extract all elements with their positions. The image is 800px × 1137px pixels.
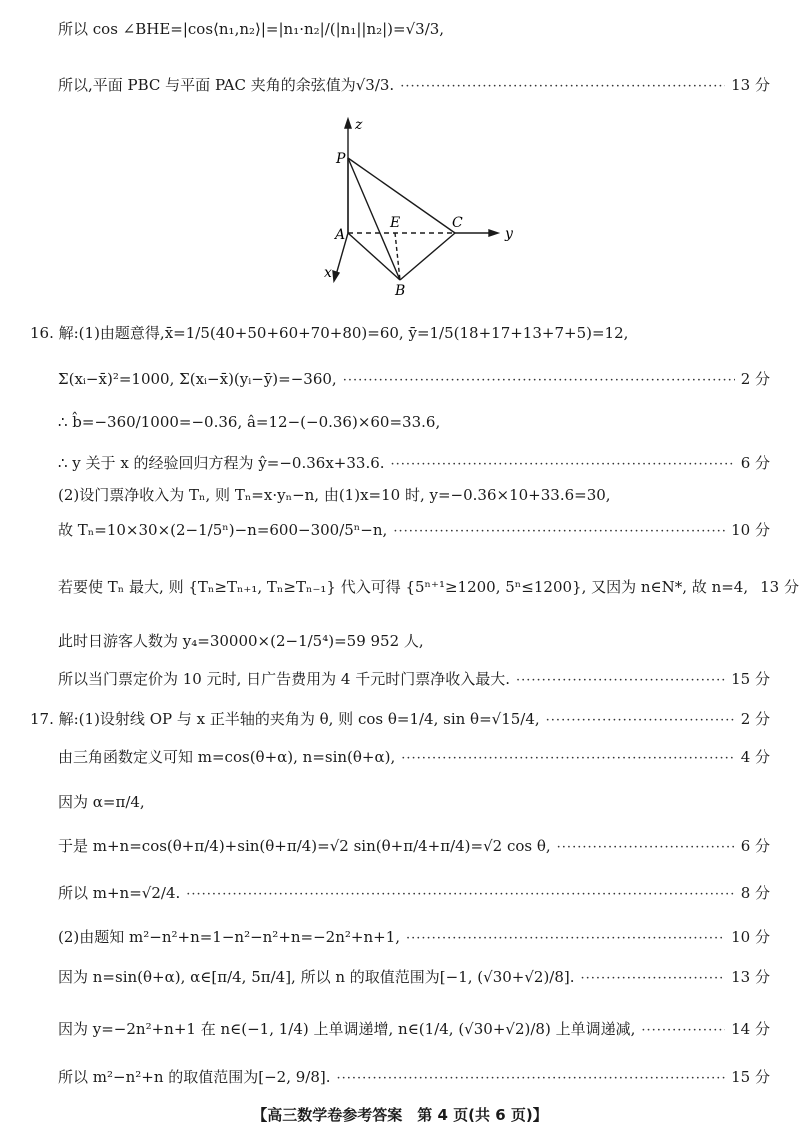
line-text: 所以 cos ∠BHE=|cos⟨n₁,n₂⟩|=|n₁·n₂|/(|n₁||n₂|)=√3/3, bbox=[58, 20, 445, 38]
dot-leader bbox=[400, 79, 725, 94]
line-text: 所以当门票定价为 10 元时, 日广告费用为 4 千元时门票净收入最大. bbox=[58, 670, 511, 688]
line-text: 若要使 Tₙ 最大, 则 {Tₙ≥Tₙ₊₁, Tₙ≥Tₙ₋₁} 代入可得 {5ⁿ⁺¹≥1200, 5ⁿ≤1200}, 又因为 n∈N*, 故 n=4, bbox=[58, 578, 749, 596]
score: 6 分 bbox=[740, 454, 770, 472]
line-text: 17. 解:(1)设射线 OP 与 x 正半轴的夹角为 θ, 则 cos θ=1/4, sin θ=√15/4, bbox=[30, 710, 540, 728]
line-9 bbox=[58, 630, 770, 651]
line-5 bbox=[58, 452, 770, 473]
dot-leader bbox=[401, 751, 734, 766]
line-text: ∴ b̂=−360/1000=−0.36, â=12−(−0.36)×60=33.6, bbox=[58, 413, 441, 431]
dot-leader bbox=[393, 524, 725, 539]
line-text: 所以,平面 PBC 与平面 PAC 夹角的余弦值为√3/3. bbox=[58, 76, 395, 94]
line-text: 由三角函数定义可知 m=cos(θ+α), n=sin(θ+α), bbox=[58, 748, 396, 766]
line-3 bbox=[58, 368, 770, 389]
dot-leader bbox=[391, 457, 735, 472]
line-10 bbox=[58, 668, 770, 689]
dot-leader bbox=[516, 673, 725, 688]
score: 6 分 bbox=[740, 837, 770, 855]
dot-leader bbox=[546, 713, 735, 728]
score: 13 分 bbox=[731, 76, 770, 94]
score: 10 分 bbox=[731, 928, 770, 946]
score: 13 分 bbox=[731, 968, 770, 986]
line-19 bbox=[58, 1066, 770, 1087]
score: 15 分 bbox=[731, 670, 770, 688]
label-B: B bbox=[395, 283, 406, 299]
line-text: 因为 y=−2n²+n+1 在 n∈(−1, 1/4) 上单调递增, n∈(1/4, (√30+√2)/8) 上单调递减, bbox=[58, 1020, 636, 1038]
score: 13 分 bbox=[760, 578, 799, 596]
dot-leader bbox=[581, 971, 726, 986]
score: 2 分 bbox=[740, 710, 770, 728]
score: 15 分 bbox=[731, 1068, 770, 1086]
line-text: 故 Tₙ=10×30×(2−1/5ⁿ)−n=600−300/5ⁿ−n, bbox=[58, 521, 388, 539]
geometry-figure bbox=[310, 115, 530, 300]
score: 2 分 bbox=[740, 370, 770, 388]
line-16 bbox=[58, 926, 770, 947]
score: 10 分 bbox=[731, 521, 770, 539]
label-E: E bbox=[390, 215, 401, 231]
score: 14 分 bbox=[731, 1020, 770, 1038]
line-text: Σ(xᵢ−x̄)²=1000, Σ(xᵢ−x̄)(yᵢ−ȳ)=−360, bbox=[58, 370, 337, 388]
line-14 bbox=[58, 835, 770, 856]
line-17 bbox=[58, 966, 770, 987]
dot-leader bbox=[343, 373, 735, 388]
line-15 bbox=[58, 882, 770, 903]
line-text: (2)设门票净收入为 Tₙ, 则 Tₙ=x·yₙ−n, 由(1)x=10 时, y=−0.36×10+33.6=30, bbox=[58, 486, 611, 504]
line-text: 因为 n=sin(θ+α), α∈[π/4, 5π/4], 所以 n 的取值范围为[−1, (√30+√2)/8]. bbox=[58, 968, 575, 986]
label-A: A bbox=[335, 227, 346, 243]
line-text: 16. 解:(1)由题意得,x̄=1/5(40+50+60+70+80)=60, ȳ=1/5(18+17+13+7+5)=12, bbox=[30, 324, 629, 342]
dot-leader bbox=[557, 840, 735, 855]
line-text: 此时日游客人数为 y₄=30000×(2−1/5⁴)=59 952 人, bbox=[58, 632, 424, 650]
dot-leader bbox=[406, 931, 725, 946]
line-4 bbox=[58, 413, 770, 431]
line-18 bbox=[58, 1018, 770, 1039]
line-0 bbox=[58, 18, 770, 39]
line-text: ∴ y 关于 x 的经验回归方程为 ŷ=−0.36x+33.6. bbox=[58, 454, 385, 472]
line-8 bbox=[58, 576, 799, 597]
label-P: P bbox=[336, 151, 346, 167]
line-text: 所以 m²−n²+n 的取值范围为[−2, 9/8]. bbox=[58, 1068, 331, 1086]
page-footer: 【高三数学卷参考答案 第 4 页(共 6 页)】 bbox=[252, 1106, 548, 1124]
line-12 bbox=[58, 746, 770, 767]
dot-leader bbox=[186, 887, 734, 902]
line-6 bbox=[58, 484, 770, 505]
score: 4 分 bbox=[740, 748, 770, 766]
line-text: 于是 m+n=cos(θ+π/4)+sin(θ+π/4)=√2 sin(θ+π/4+π/4)=√2 cos θ, bbox=[58, 837, 551, 855]
line-2 bbox=[30, 322, 770, 343]
line-11 bbox=[30, 708, 770, 729]
dot-leader bbox=[641, 1023, 725, 1038]
line-text: 所以 m+n=√2/4. bbox=[58, 884, 181, 902]
label-y: y bbox=[505, 226, 513, 242]
label-C: C bbox=[452, 215, 463, 231]
label-x: x bbox=[324, 265, 332, 281]
label-z: z bbox=[355, 117, 363, 133]
line-text: 因为 α=π/4, bbox=[58, 793, 145, 811]
dot-leader bbox=[337, 1071, 726, 1086]
line-text: (2)由题知 m²−n²+n=1−n²−n²+n=−2n²+n+1, bbox=[58, 928, 401, 946]
line-1 bbox=[58, 74, 770, 95]
score: 8 分 bbox=[740, 884, 770, 902]
line-13 bbox=[58, 791, 770, 812]
line-7 bbox=[58, 519, 770, 540]
